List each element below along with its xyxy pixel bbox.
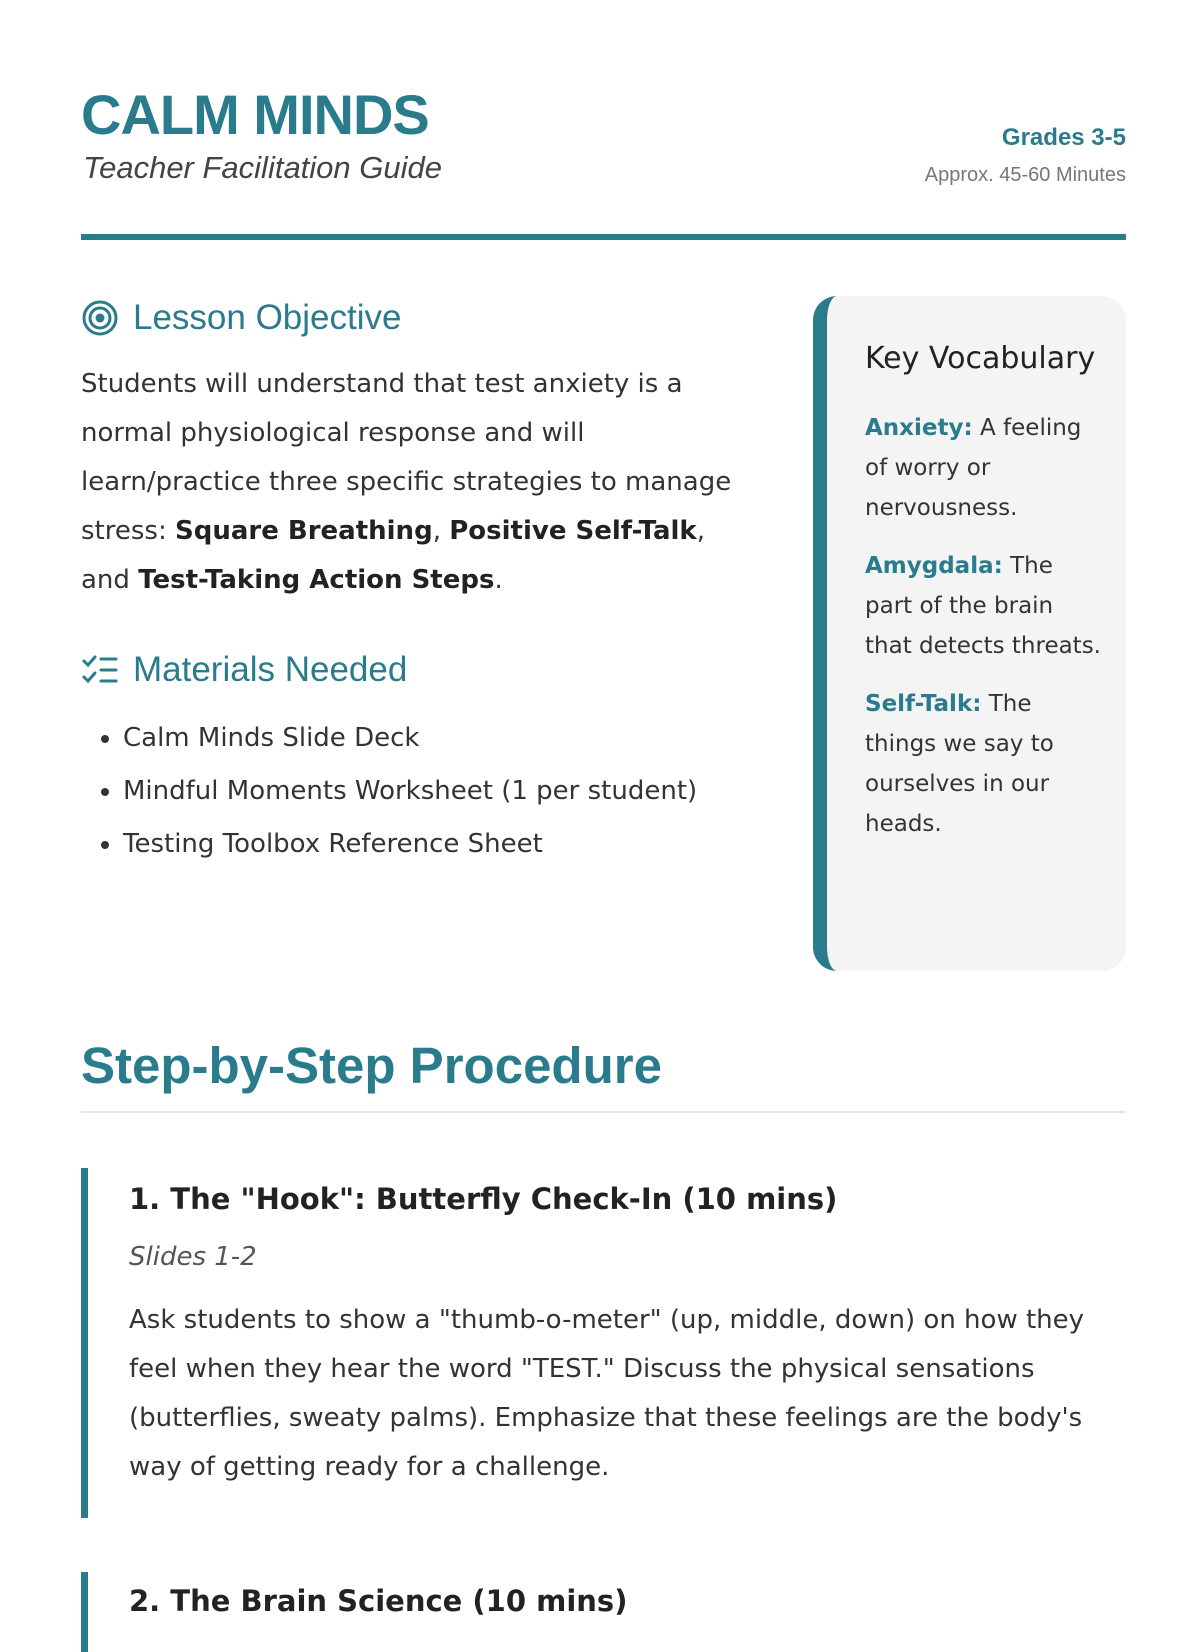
materials-list <box>81 712 697 871</box>
vocab-entry <box>865 546 1102 666</box>
procedure-divider <box>81 1111 1126 1113</box>
vocab-term: Anxiety: <box>865 415 973 441</box>
vocab-entry <box>865 684 1102 844</box>
vocab-entry <box>865 408 1102 528</box>
vocab-term: Self-Talk: <box>865 691 982 717</box>
objective-text-start: Students will understand that test anxiety is a normal physiological response and will learn/practice three specific strategies to manage stress: <box>81 369 732 546</box>
vocab-definition: The part of the brain that detects threats. <box>865 553 1101 659</box>
objective-heading <box>81 298 401 338</box>
procedure-heading: Step-by-Step Procedure <box>81 1037 662 1094</box>
sep: , <box>432 516 450 546</box>
vocab-term: Amygdala: <box>865 553 1003 579</box>
step-description: Ask students to show a "thumb-o-meter" (up, middle, down) on how they feel when they hear the word "TEST." Discuss the physical sensations (butterflies, sweaty palms). Emphasize that these feelings are the body's way of getting ready for a challenge. <box>129 1305 1085 1482</box>
strategy-2: Positive Self-Talk <box>449 516 697 546</box>
vocab-definition: The things we say to ourselves in our heads. <box>865 691 1054 837</box>
vocabulary-panel <box>813 296 1126 971</box>
objective-heading-text: Lesson Objective <box>133 298 402 337</box>
strategy-3: Test-Taking Action Steps <box>138 565 495 595</box>
header-divider <box>81 234 1126 240</box>
document-title: CALM MINDS <box>81 83 429 146</box>
step-slides: Slides 1-2 <box>129 1242 257 1272</box>
step-title: 2. The Brain Science (10 mins) <box>129 1584 628 1618</box>
vocabulary-heading: Key Vocabulary <box>865 341 1096 376</box>
document-subtitle: Teacher Facilitation Guide <box>83 150 442 185</box>
list-item: • Calm Minds Slide Deck <box>123 712 697 765</box>
objective-text <box>81 360 761 605</box>
list-item: • Testing Toolbox Reference Sheet <box>123 818 697 871</box>
list-item: • Mindful Moments Worksheet (1 per student) <box>123 765 697 818</box>
vocab-definition: A feeling of worry or nervousness. <box>865 415 1082 521</box>
sep: . <box>494 565 503 595</box>
grade-level: Grades 3-5 <box>1001 124 1126 151</box>
step-title: 1. The "Hook": Butterfly Check-In (10 mins) <box>129 1182 838 1216</box>
materials-heading <box>81 650 407 690</box>
lesson-duration: Approx. 45-60 Minutes <box>924 164 1126 186</box>
sep: , and <box>81 516 705 595</box>
target-icon <box>81 299 119 337</box>
procedure-step <box>81 1168 1126 1518</box>
strategy-1: Square Breathing <box>174 516 433 546</box>
procedure-step <box>81 1572 1126 1652</box>
materials-heading-text: Materials Needed <box>133 650 408 689</box>
checklist-icon <box>81 653 119 687</box>
